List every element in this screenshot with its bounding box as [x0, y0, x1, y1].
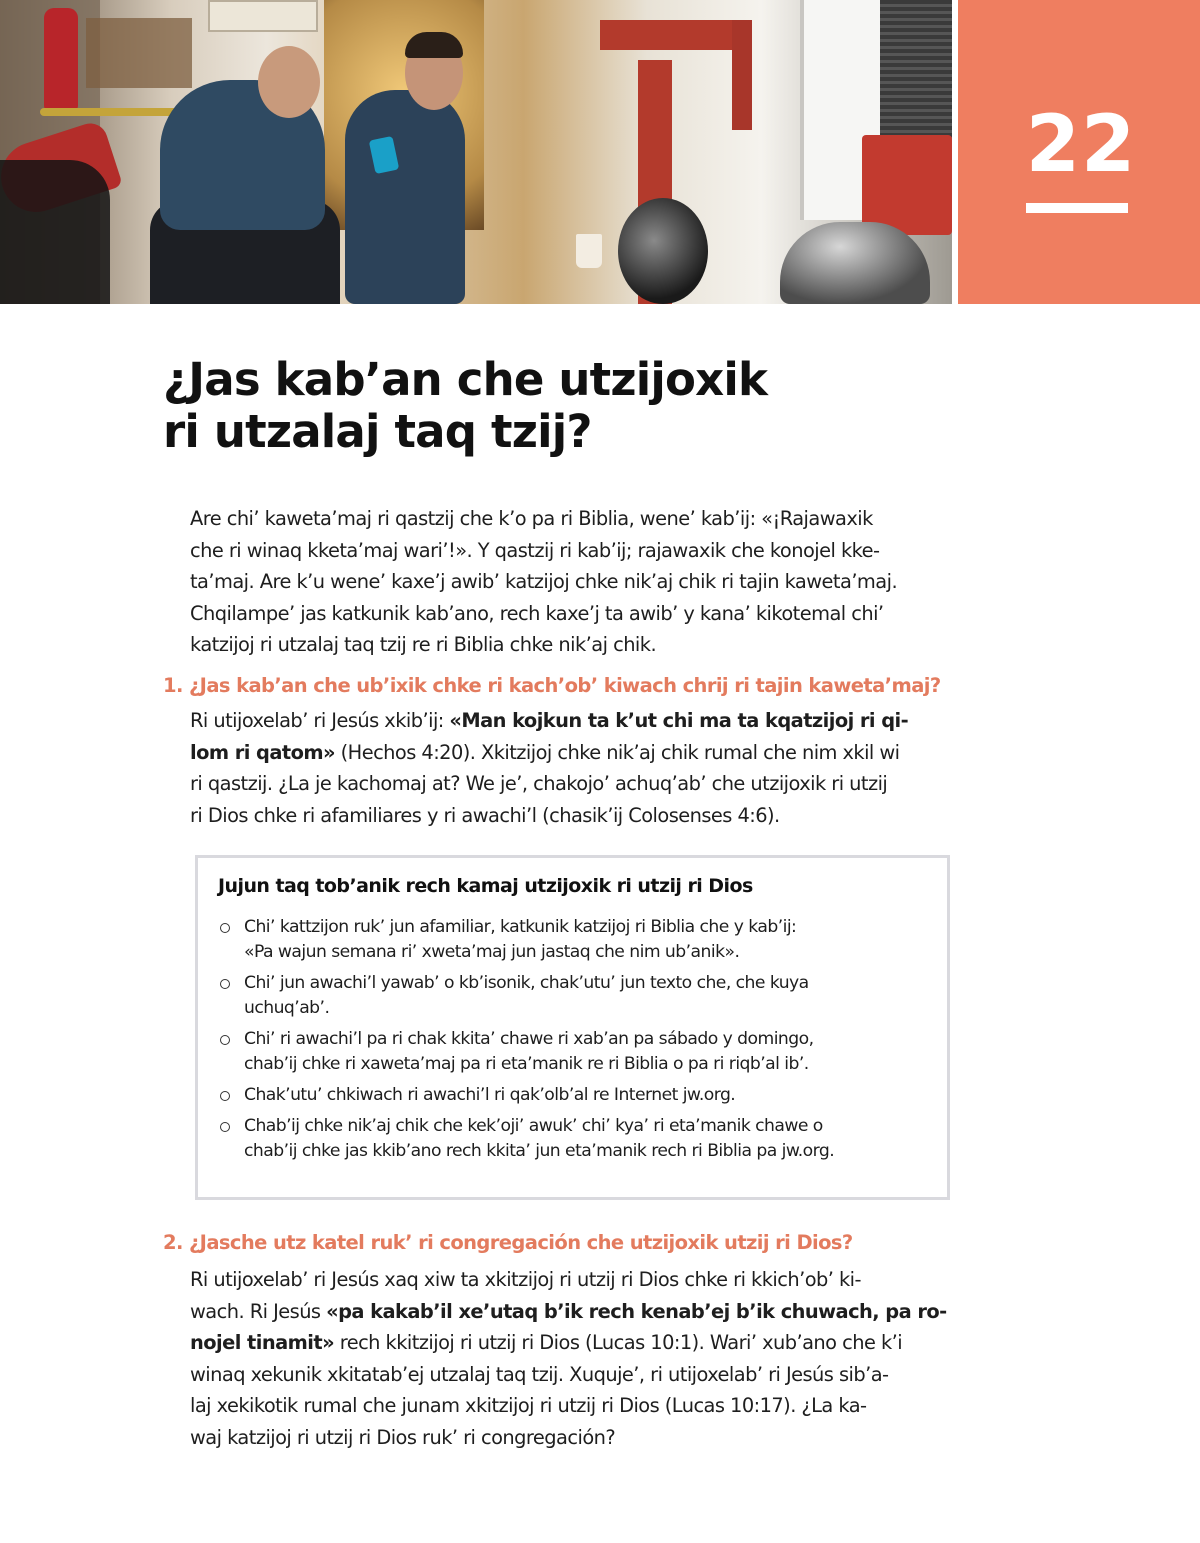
tip-item — [218, 1114, 938, 1164]
tip-line: Chi’ kattzijon ruk’ jun afamiliar, katkunik katzijoj ri Biblia che y kab’ij: — [244, 917, 797, 937]
text-line: ta’maj. Are k’u wene’ kaxe’j awib’ katzijoj chke nik’aj chik ri tajin kaweta’maj. — [190, 570, 898, 593]
header-photo — [0, 0, 952, 304]
wall-certificate — [208, 0, 318, 32]
circle-bullet-icon — [220, 1122, 230, 1132]
scripture-quote: «Man kojkun ta k’ut chi ma ta kqatzijoj ri qi- — [449, 709, 909, 732]
scripture-quote: lom ri qatom» — [190, 740, 336, 764]
question-2-paragraph — [190, 1264, 950, 1453]
tips-box-title: Jujun taq tob’anik rech kamaj utzijoxik ri utzij ri Dios — [218, 875, 753, 897]
text-run: rech kkitzijoj ri utzij ri Dios (Lucas 10:1). Wari’ xub’ano che k’i — [334, 1331, 903, 1354]
tip-line: Chab’ij chke nik’aj chik che kek’oji’ awuk’ chi’ kya’ ri eta’manik chawe o — [244, 1116, 823, 1136]
tips-box — [195, 855, 950, 1200]
tip-item — [218, 1083, 938, 1108]
text-line: katzijoj ri utzalaj taq tzij re ri Biblia chke nik’aj chik. — [190, 633, 657, 656]
coffee-cup — [576, 234, 602, 268]
tip-line: Chak’utu’ chkiwach ri awachi’l ri qak’olb’al re Internet jw.org. — [244, 1085, 736, 1105]
question-2-heading: 2. ¿Jasche utz katel ruk’ ri congregación che utzijoxik utzij ri Dios? — [163, 1231, 853, 1254]
title-line: ri utzalaj taq tzij? — [163, 405, 592, 458]
tip-line: «Pa wajun semana ri’ xweta’maj jun jastaq che nim ub’anik». — [244, 942, 740, 962]
text-run: ri Dios chke ri afamiliares y ri awachi’l (chasik’ij Colosenses 4:6). — [190, 803, 780, 827]
younger-man-hair — [405, 32, 463, 58]
tire-changer-arm — [600, 20, 750, 50]
circle-bullet-icon — [220, 979, 230, 989]
question-1-heading: 1. ¿Jas kab’an che ub’ixik chke ri kach’ob’ kiwach chrij ri tajin kaweta’maj? — [163, 674, 941, 697]
text-line — [190, 800, 950, 832]
tip-item — [218, 971, 938, 1021]
younger-man — [345, 90, 465, 304]
text-run: Ri utijoxelab’ ri Jesús xaq xiw ta xkitzijoj ri utzij ri Dios chke ri kkich’ob’ ki- — [190, 1268, 861, 1291]
window-blinds — [880, 0, 952, 140]
text-line — [190, 705, 950, 737]
engine-analyzer — [862, 135, 952, 235]
tip-line: chab’ij chke jas kkib’ano rech kkita’ jun eta’manik rech ri Biblia pa jw.org. — [244, 1141, 835, 1161]
text-line — [190, 737, 950, 769]
text-run: winaq xekunik xkitatab’ej utzalaj taq tzij. Xuquje’, ri utijoxelab’ ri Jesús sib’a- — [190, 1362, 889, 1386]
text-line — [190, 768, 950, 800]
text-run: laj xekikotik rumal che junam xkitzijoj ri utzij ri Dios (Lucas 10:17). ¿La ka- — [190, 1394, 867, 1417]
text-line: che ri winaq kketa’maj wari’!». Y qastzij ri kab’ij; rajawaxik che konojel kke- — [190, 538, 880, 562]
title-line: ¿Jas kab’an che utzijoxik — [163, 353, 768, 406]
chapter-underline — [1026, 203, 1128, 213]
chapter-badge — [958, 0, 1200, 304]
text-line — [190, 1296, 950, 1328]
question-1-paragraph — [190, 705, 950, 831]
text-line — [190, 1264, 950, 1296]
motorcycle-tank — [780, 222, 930, 304]
fire-extinguisher — [44, 8, 78, 110]
page-title — [163, 354, 923, 458]
text-line — [190, 1422, 950, 1454]
circle-bullet-icon — [220, 923, 230, 933]
intro-paragraph — [190, 503, 950, 661]
text-line: Chqilampe’ jas katkunik kab’ano, rech kaxe’j ta awib’ y kana’ kikotemal chi’ — [190, 601, 884, 625]
text-run: wach. Ri Jesús — [190, 1299, 327, 1323]
text-line: Are chi’ kaweta’maj ri qastzij che k’o pa ri Biblia, wene’ kab’ij: «¡Rajawaxik — [190, 507, 873, 530]
tip-item — [218, 1027, 938, 1077]
text-run: (Hechos 4:20). Xkitzijoj chke nik’aj chik rumal che nim xkil wi — [335, 740, 900, 764]
motorcycle-headlight — [618, 198, 708, 304]
handlebar — [40, 108, 180, 116]
scripture-quote: «pa kakab’il xe’utaq b’ik rech kenab’ej b’ik chuwach, pa ro- — [326, 1299, 947, 1323]
text-run: waj katzijoj ri utzij ri Dios ruk’ ri congregación? — [190, 1425, 616, 1449]
text-line — [190, 1327, 950, 1359]
text-line — [190, 1390, 950, 1422]
chapter-number: 22 — [1025, 100, 1137, 190]
tip-item — [218, 915, 938, 965]
tip-line: Chi’ ri awachi’l pa ri chak kkita’ chawe ri xab’an pa sábado y domingo, — [244, 1029, 814, 1049]
older-man-head — [258, 46, 320, 118]
tips-list — [218, 915, 938, 1170]
circle-bullet-icon — [220, 1091, 230, 1101]
text-run: ri qastzij. ¿La je kachomaj at? We je’, chakojo’ achuq’ab’ che utzijoxik ri utzij — [190, 772, 888, 795]
circle-bullet-icon — [220, 1035, 230, 1045]
scripture-quote: nojel tinamit» — [190, 1331, 335, 1354]
text-line — [190, 1359, 950, 1391]
tip-line: uchuq’ab’. — [244, 998, 330, 1018]
tire-changer-arm-vertical — [732, 20, 752, 130]
text-run: Ri utijoxelab’ ri Jesús xkib’ij: — [190, 709, 450, 732]
tip-line: chab’ij chke ri xaweta’maj pa ri eta’manik re ri Biblia o pa ri riqb’al ib’. — [244, 1054, 809, 1074]
tool-board — [86, 18, 192, 88]
tip-line: Chi’ jun awachi’l yawab’ o kb’isonik, chak’utu’ jun texto che, che kuya — [244, 973, 809, 993]
foreground-motorcycle — [0, 160, 110, 304]
